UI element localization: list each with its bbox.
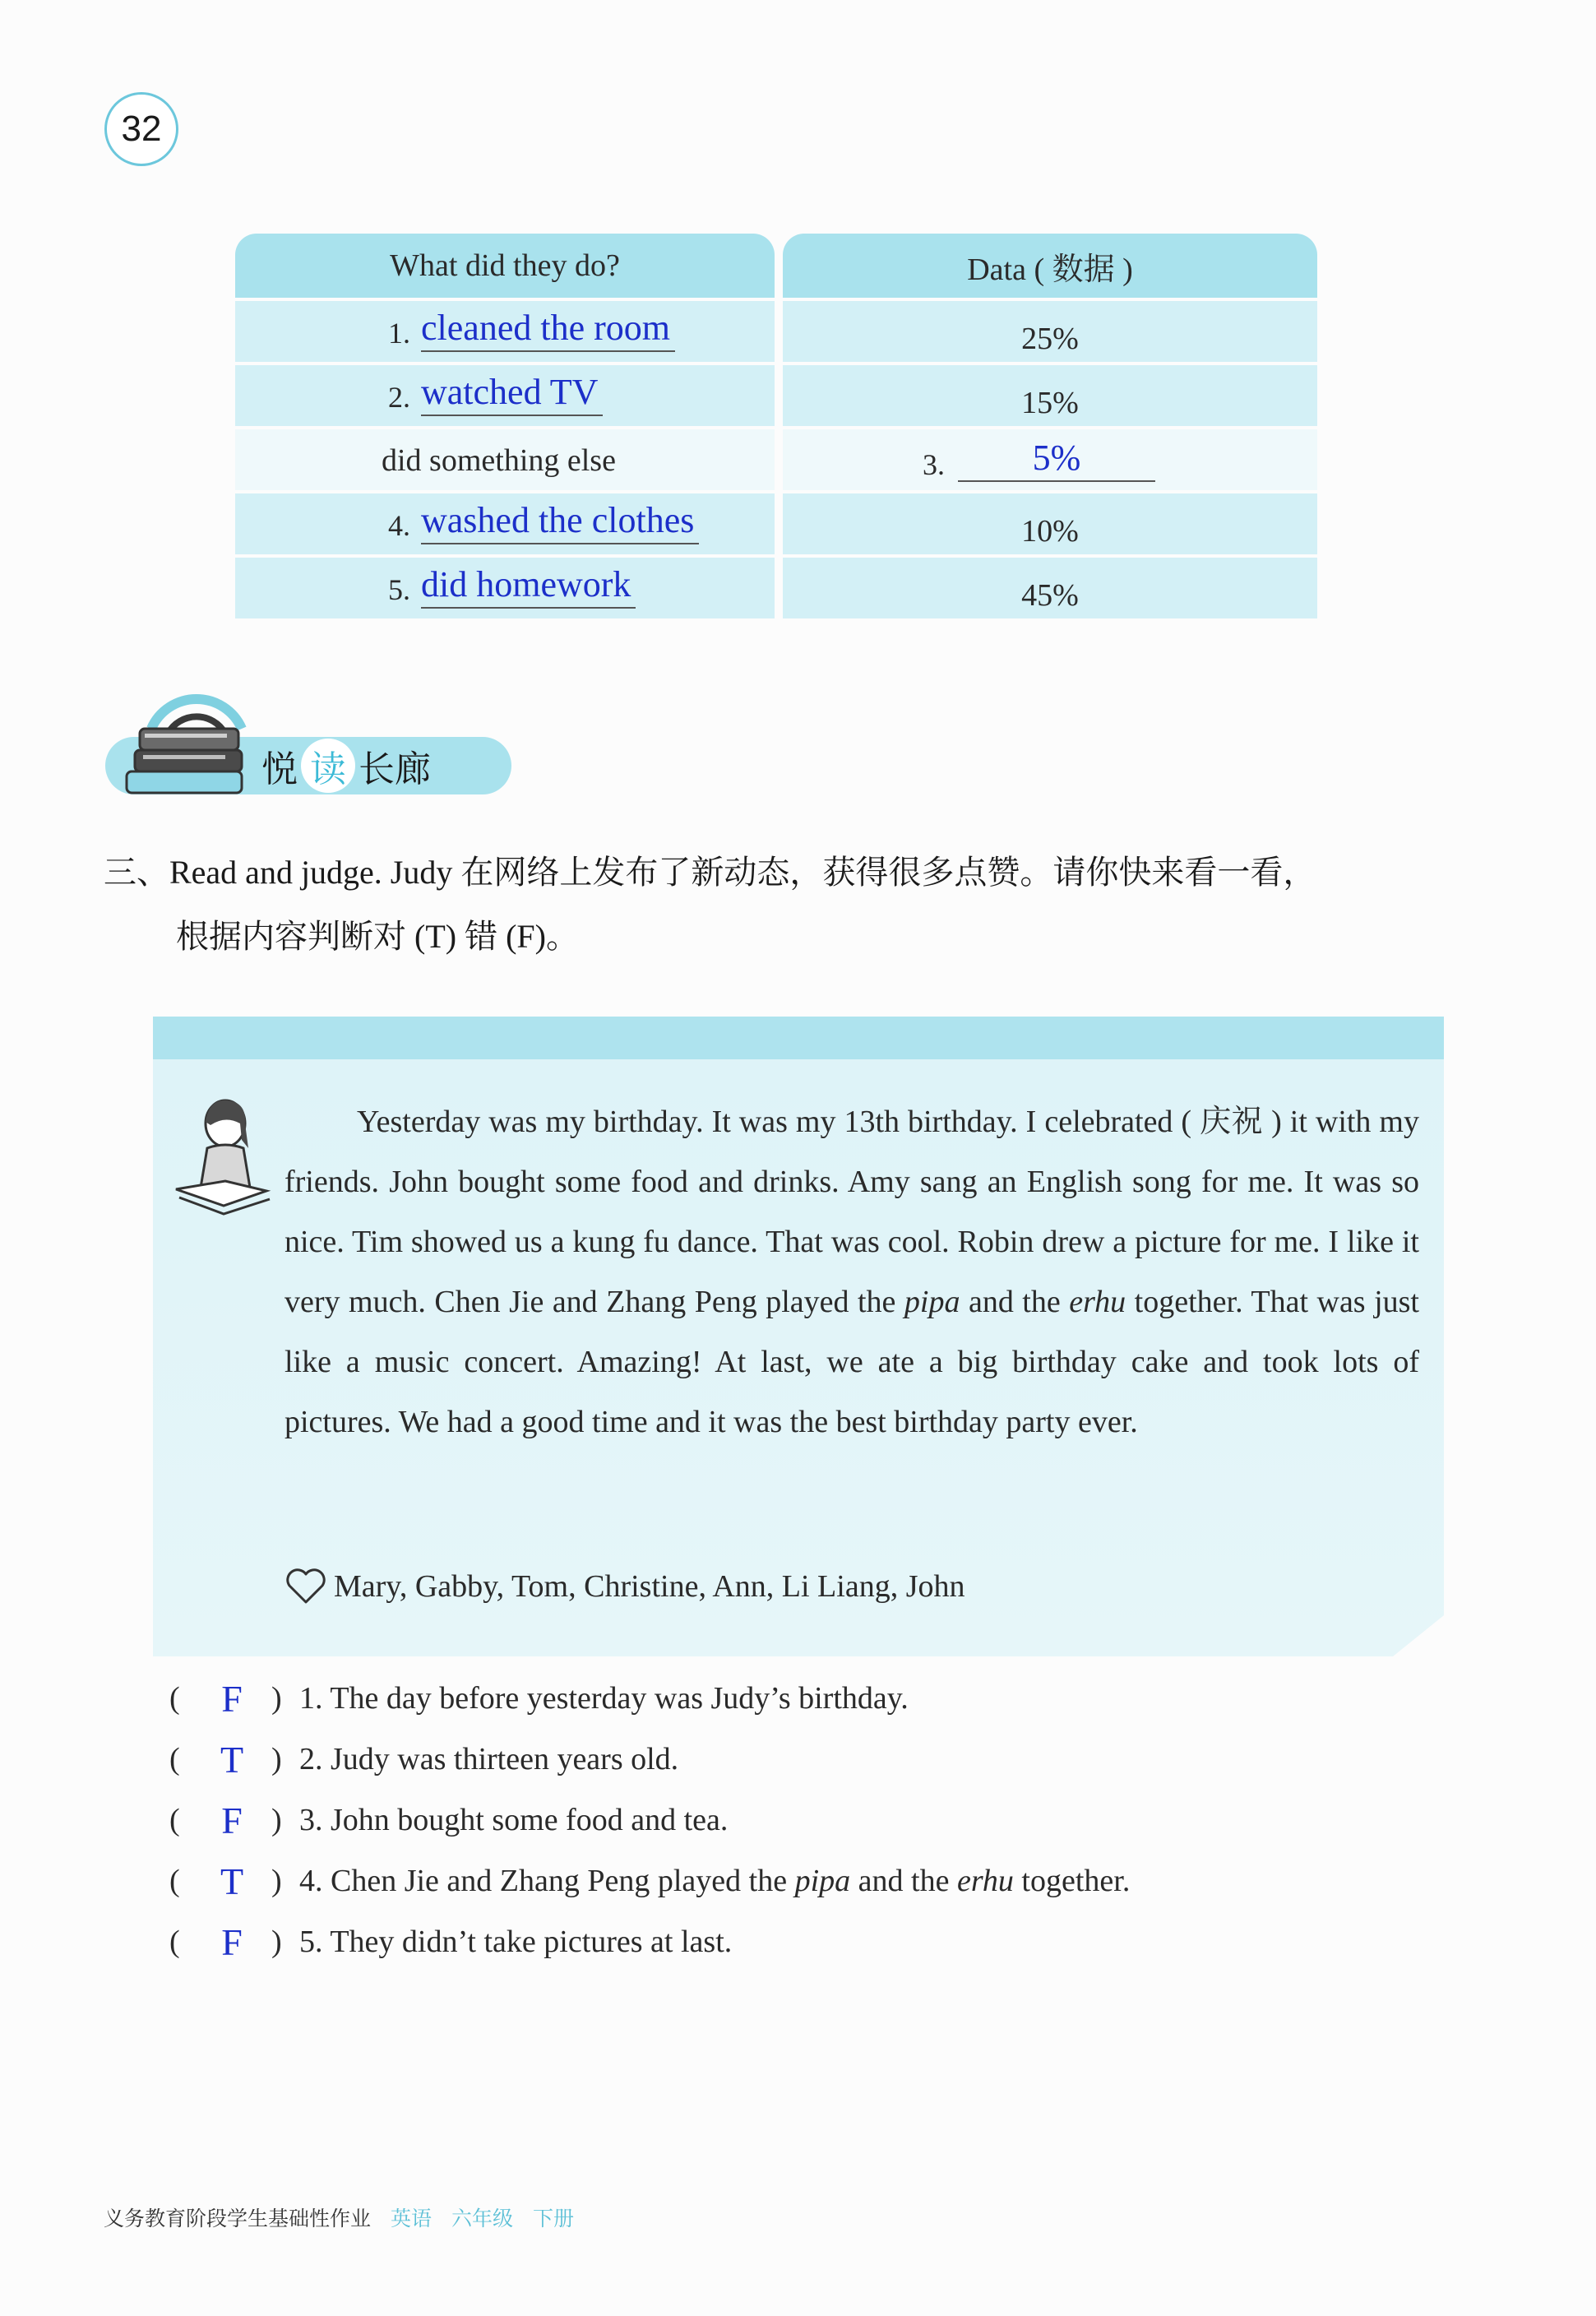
footer-series: 义务教育阶段学生基础性作业 <box>104 2207 372 2230</box>
list-item: ( T ) 4. Chen Jie and Zhang Peng played the pipa and the erhu together. <box>169 1860 1131 1902</box>
header-activity: What did they do? <box>235 234 775 298</box>
list-item: ( F ) 5. They didn’t take pictures at last. <box>169 1920 733 1963</box>
answer-mark: F <box>221 1677 243 1720</box>
footer-subject: 英语 <box>391 2207 433 2230</box>
answer-activity: cleaned the room <box>421 307 675 352</box>
table-row <box>235 365 1317 426</box>
answer-mark: T <box>220 1738 244 1781</box>
row-number: 1. <box>388 317 410 350</box>
table-header <box>235 234 1317 298</box>
question-text: 2. Judy was thirteen years old. <box>299 1742 679 1776</box>
list-item: ( F ) 3. John bought some food and tea. <box>169 1799 729 1841</box>
question-text: 4. Chen Jie and Zhang Peng played the pipa and the erhu together. <box>299 1864 1131 1898</box>
instruction-line-2: 根据内容判断对 (T) 错 (F)。 <box>176 918 579 955</box>
answer-data: 5% <box>958 437 1155 482</box>
question-text: 3. John bought some food and tea. <box>299 1803 729 1837</box>
activity-text: did something else <box>382 443 616 478</box>
instruction-line-1: 三、Read and judge. Judy 在网络上发布了新动态，获得很多点赞。请你快来看一看， <box>104 854 1316 891</box>
answer-activity: did homework <box>421 563 636 609</box>
banner-title: 悦 读 长廊 <box>261 739 431 793</box>
exercise-instruction <box>104 841 1460 969</box>
header-data: Data ( 数据 ) <box>783 234 1317 298</box>
answer-mark: F <box>221 1799 243 1841</box>
footer-volume: 下册 <box>533 2207 575 2230</box>
data-value: 45% <box>1021 578 1079 613</box>
judge-questions <box>169 1668 1130 1972</box>
footer-grade: 六年级 <box>451 2207 514 2230</box>
answer-mark: F <box>221 1920 243 1963</box>
table-row <box>235 429 1317 490</box>
list-item: ( F ) 1. The day before yesterday was Judy’s birthday. <box>169 1677 909 1720</box>
answer-activity: washed the clothes <box>421 499 699 544</box>
section-banner <box>102 674 513 814</box>
row-number: 4. <box>388 509 410 542</box>
table-row <box>235 558 1317 618</box>
row-number: 3. <box>923 448 945 481</box>
answer-mark: T <box>220 1860 244 1902</box>
data-value: 25% <box>1021 322 1079 356</box>
table-row <box>235 301 1317 362</box>
reading-card <box>153 1017 1444 1656</box>
books-icon <box>102 674 266 814</box>
list-item: ( T ) 2. Judy was thirteen years old. <box>169 1738 679 1781</box>
page-fold <box>1393 1615 1444 1656</box>
likes-row <box>285 1568 965 1605</box>
passage-text: Yesterday was my birthday. It was my 13th birthday. I celebrated ( 庆祝 ) it with my friends. John bought some food and drinks. Amy sang an English song for me. It was so nice. Tim showed us a kung fu dance. That was cool. Robin drew a picture for me. I like it very much. Chen Jie and Zhang Peng played the pipa and the erhu together. That was just like a music concert. Amazing! At last, we ate a big birthday cake and took lots of pictures. We had a good time and it was the best birthday party ever. <box>285 1105 1419 1439</box>
question-text: 1. The day before yesterday was Judy’s birthday. <box>299 1681 909 1716</box>
row-number: 2. <box>388 381 410 414</box>
table-row <box>235 493 1317 554</box>
page-footer <box>104 2203 574 2232</box>
data-blank <box>923 437 1155 482</box>
data-value: 15% <box>1021 386 1079 420</box>
activity-data-table <box>235 234 1317 618</box>
question-text: 5. They didn’t take pictures at last. <box>299 1925 733 1959</box>
page-number: 32 <box>104 92 178 166</box>
heart-icon <box>285 1568 327 1605</box>
row-number: 5. <box>388 573 410 606</box>
data-value: 10% <box>1021 514 1079 549</box>
likes-names: Mary, Gabby, Tom, Christine, Ann, Li Liang, John <box>334 1569 965 1604</box>
answer-activity: watched TV <box>421 371 603 416</box>
girl-reading-icon <box>168 1091 275 1222</box>
